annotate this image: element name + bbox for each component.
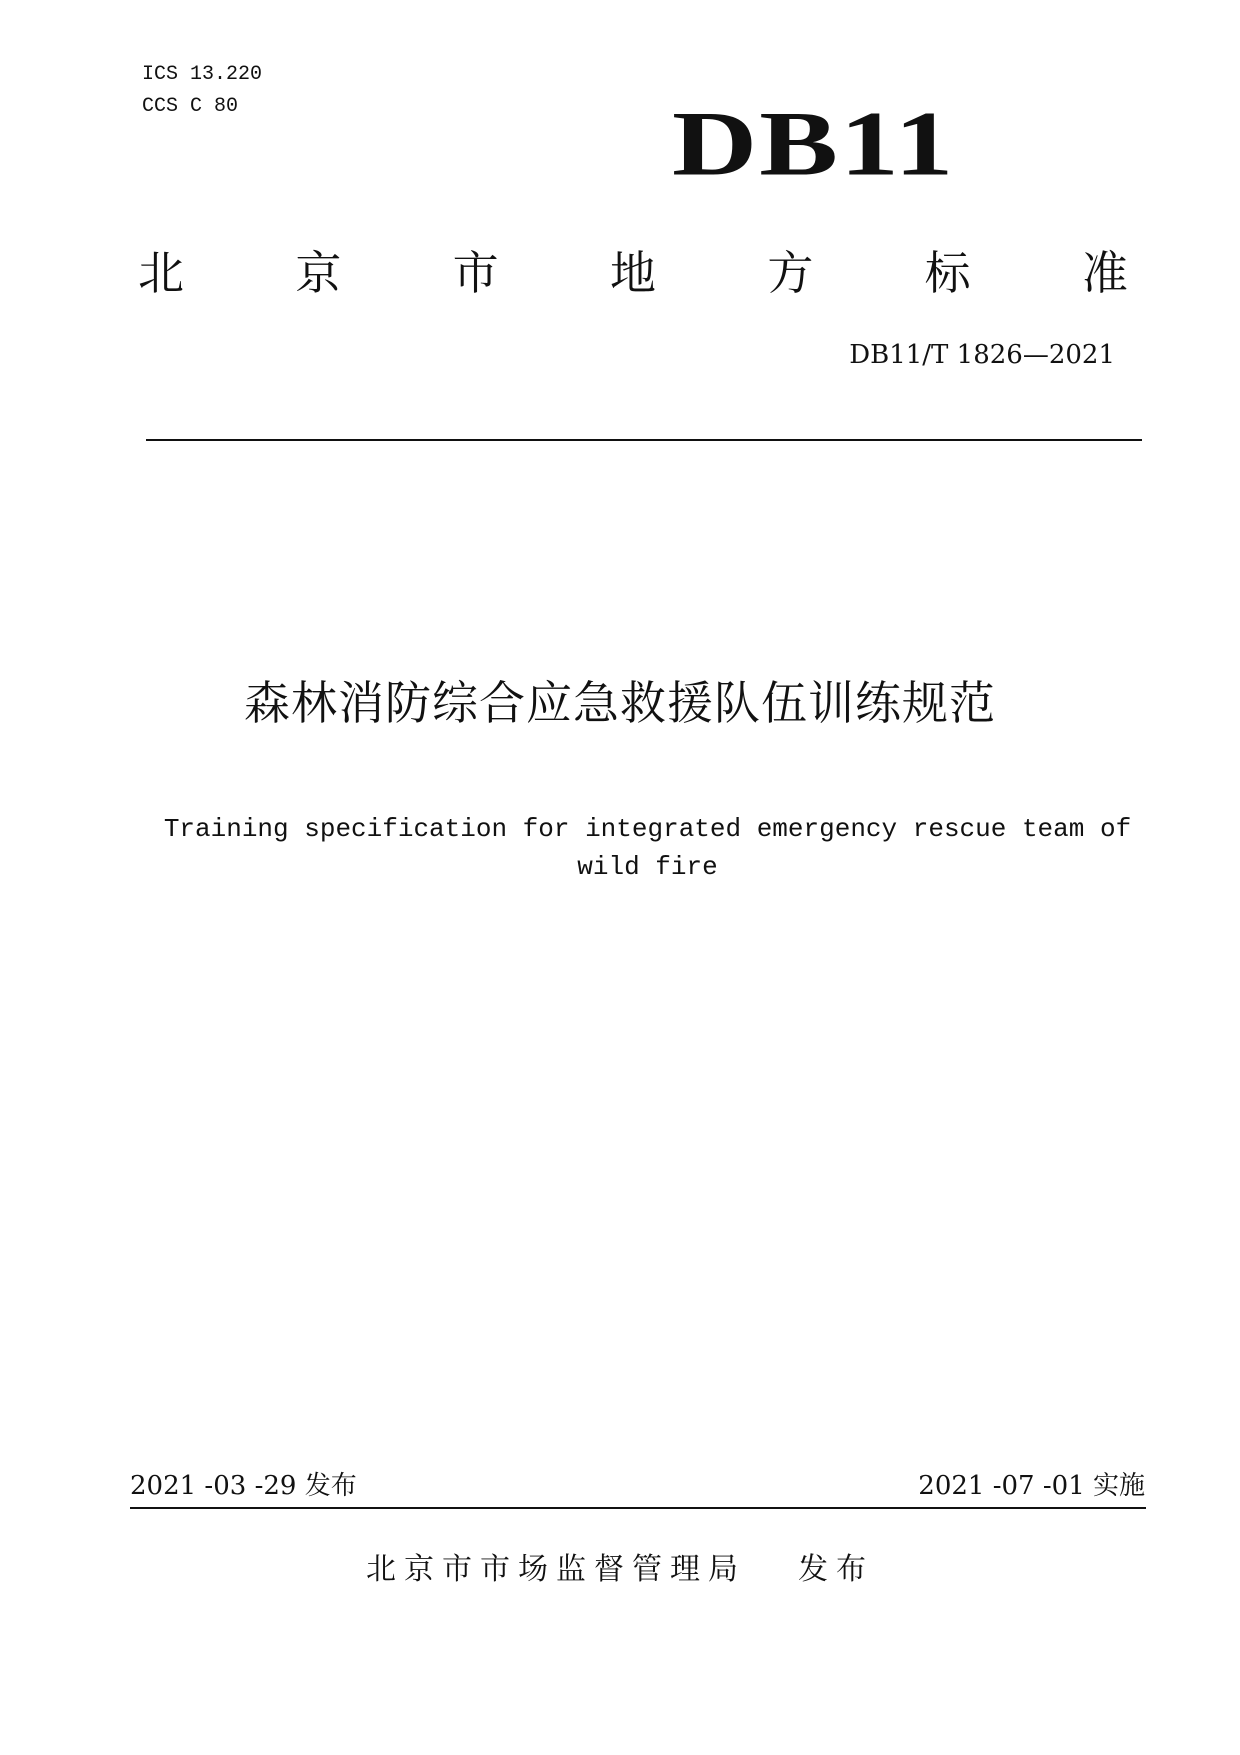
- standard-type-char: 市: [452, 246, 499, 300]
- standard-type-char: 准: [1081, 246, 1128, 300]
- top-divider: [146, 439, 1142, 441]
- standard-type-char: 方: [767, 246, 814, 300]
- document-title-english: Training specification for integrated emergency rescue team of wild fire: [163, 814, 1132, 882]
- issue-date: 2021 -03 -29 发布: [130, 1471, 357, 1501]
- implementation-date: 2021 -07 -01 实施: [918, 1471, 1145, 1501]
- bottom-divider: [130, 1507, 1146, 1509]
- db11-logo: DB11: [672, 92, 956, 195]
- issuer-action: 发布: [798, 1552, 874, 1587]
- ccs-code: CCS C 80: [142, 95, 239, 118]
- ics-code: ICS 13.220: [142, 63, 263, 86]
- standard-type-char: 标: [924, 246, 971, 300]
- standard-type-char: 北: [138, 246, 184, 300]
- standard-type-char: 京: [295, 246, 342, 300]
- standard-type-char: 地: [609, 246, 656, 300]
- standard-type-heading: [138, 238, 1128, 308]
- issuing-authority: [0, 1548, 1240, 1592]
- document-title-chinese: 森林消防综合应急救援队伍训练规范: [244, 676, 996, 730]
- standard-number: DB11/T 1826—2021: [849, 340, 1115, 370]
- issuer-name: 北京市市场监督管理局: [366, 1552, 746, 1587]
